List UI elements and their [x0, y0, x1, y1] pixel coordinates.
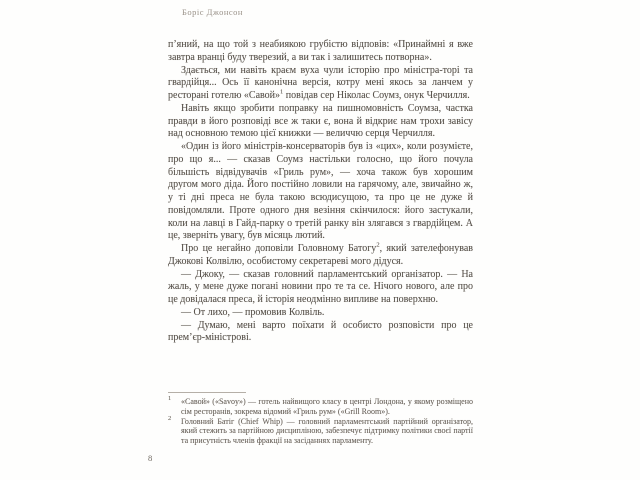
footnote-ref: 1 [280, 88, 284, 96]
paragraph: — Джоку, — сказав головний парламентський організатор. — На жаль, у мене дуже погані новини про те та се. Нічого нового, але про це довідалася преса, й історія неодмінно випливе на поверхню. [168, 268, 473, 305]
text-block [168, 39, 473, 345]
paragraph: — От лихо, — промовив Колвіль. [181, 306, 325, 318]
paragraph: «Один із його міністрів-консерваторів був із «цих», коли розумієте, про що я... — сказав Соумз настільки голосно, що його почула більшість відвідувачів «Гриль рум», — хоча також був хорошим другом мого діда. Його постійно ловили на гарячому, але, звичайно ж, у ті дні преса не була такою всюдисущою, та про це не дуже й повідомляли. Проте одного дня везіння скінчилося: його застукали, коли на лавці в Гайд-парку о третій ранку він злягався з гвардійцем. А це, зверніть увагу, був місяць лютий. [168, 141, 473, 242]
footnote [168, 397, 473, 417]
footnote-text: «Савой» («Savoy») — готель найвищого класу в центрі Лондона, у якому розміщено сім ресторанів, зокрема відомий «Гриль рум» («Grill Room»). [181, 397, 473, 416]
paragraph: Про це негайно доповіли Головному Батогу$^2$, який зателефонував Джокові Колвілю, особистому секретареві мого дідуся. [168, 241, 473, 267]
paragraph: Навіть якщо зробити поправку на пишномовність Соумза, частка правди в його розповіді все ж таки є, вона й відкриє нам трохи завісу над основною темою цієї книжки — величчю серця Черчилля. [168, 102, 473, 140]
footnote [168, 414, 473, 446]
footnote-marker: 2 [168, 414, 172, 422]
paragraph: Здається, ми навіть краєм вуха чули історію про міністра-торі та гвардійця... Ось її канонічна версія, котру мені якось за ланчем у ресторані готелю «Савой»$^1$ повідав сер Ніколас Соумз, онук Черчилля. [168, 64, 473, 101]
paragraph: п’яний, на що той з неабиякою грубістю відповів: «Принаймні я вже завтра вранці буду тверезий, а ви так і залишитесь потворна». [168, 39, 473, 63]
footnote-separator [168, 392, 246, 393]
footnote-text: Головний Батіг (Chief Whip) — головний парламентський партійний організатор, який стежить за партійною дисципліною, забезпечує підтримку політики своєї партії та присутність членів фракції на засіданнях парламенту. [181, 416, 473, 446]
footnote-marker: 1 [168, 395, 172, 402]
paragraph: — Думаю, мені варто поїхати й особисто розповісти про це прем’єр-міністрові. [168, 319, 473, 344]
page-number: 8 [148, 453, 153, 463]
footnotes-block [168, 397, 473, 446]
footnote-ref: 2 [376, 241, 380, 249]
running-head-author: Боріс Джонсон [182, 7, 243, 17]
